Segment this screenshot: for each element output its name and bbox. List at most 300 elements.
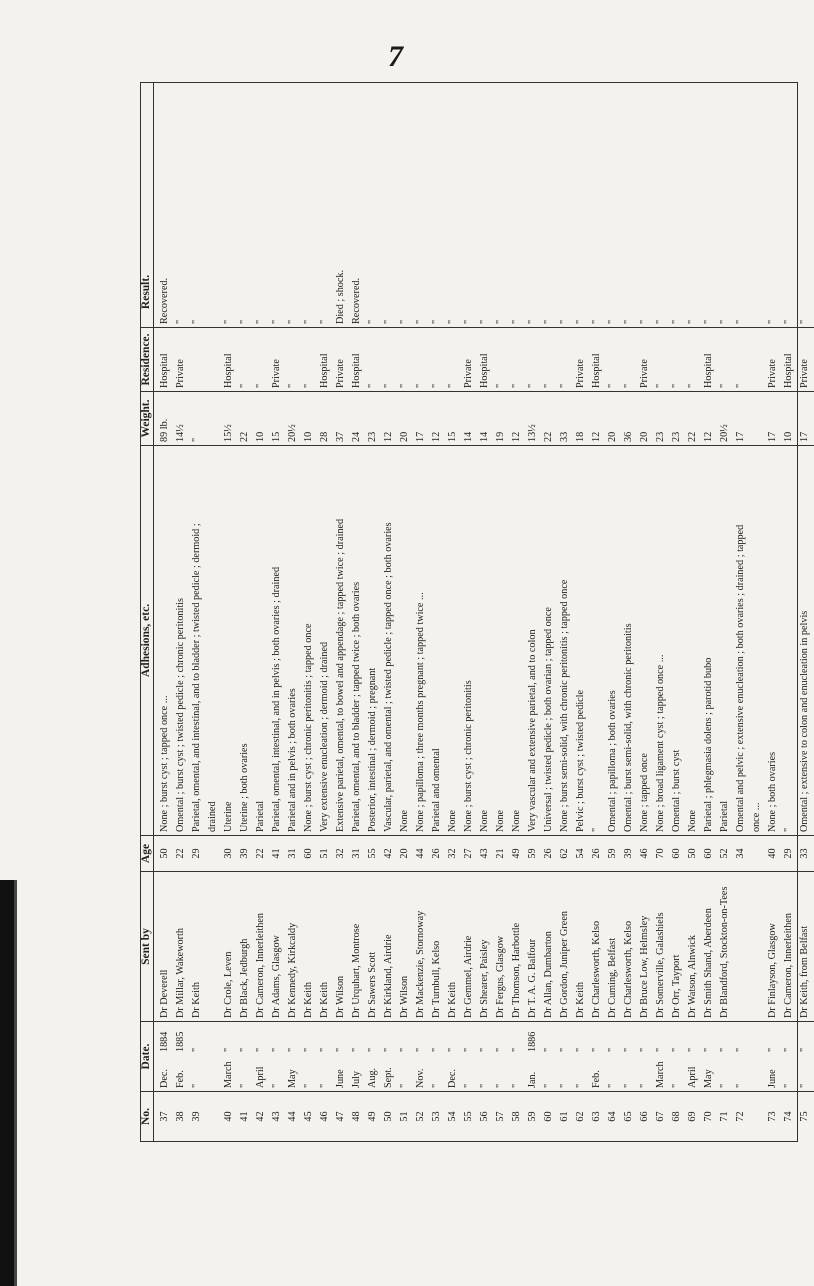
date-month: " xyxy=(719,1083,731,1088)
cell-residence: " xyxy=(735,383,747,388)
cell-date xyxy=(318,1022,334,1091)
cell-result: " xyxy=(671,319,683,324)
date-year: " xyxy=(271,1047,283,1052)
cell-weight: 23 xyxy=(671,431,683,442)
cell-no: 55 xyxy=(463,1111,475,1122)
cell-date xyxy=(606,1022,622,1091)
cell-weight: 23 xyxy=(367,431,379,442)
cell-date xyxy=(430,1022,446,1091)
cell-weight: 14½ xyxy=(175,424,187,442)
cell-no: 45 xyxy=(303,1111,315,1122)
cell-result: " xyxy=(655,319,667,324)
cell-date xyxy=(622,1022,638,1091)
cell-adhesions: Parietal and omental xyxy=(431,748,443,832)
date-month: Dec. xyxy=(159,1069,171,1088)
cell-residence: Private xyxy=(575,359,587,388)
cell-adhesions: once ... xyxy=(751,802,763,832)
cell-weight: 17 xyxy=(735,431,747,442)
cell-age: 46 xyxy=(639,848,651,859)
cell-result: " xyxy=(735,319,747,324)
cell-residence: " xyxy=(495,383,507,388)
cell-adhesions: Parietal, omental, and intestinal, and to bladder ; twisted pedicle ; dermoid ; xyxy=(191,523,203,832)
cell-date xyxy=(446,1022,462,1091)
cell-adhesions: " xyxy=(783,827,795,832)
cell-no: 67 xyxy=(655,1111,667,1122)
cell-date xyxy=(206,1022,222,1091)
cell-weight: " xyxy=(191,437,203,442)
date-year: " xyxy=(495,1047,507,1052)
cell-sent-by: Dr Keith xyxy=(447,982,459,1018)
date-year: " xyxy=(191,1047,203,1052)
cell-weight xyxy=(750,392,766,445)
cell-weight: 10 xyxy=(783,431,795,442)
cell-sent-by: Dr Watson, Alnwick xyxy=(687,934,699,1018)
cell-result: Died ; shock. xyxy=(335,269,347,324)
cell-sent-by: Dr Urquhart, Montrose xyxy=(351,923,363,1018)
cell-age: 49 xyxy=(511,848,523,859)
cell-age: 40 xyxy=(767,848,779,859)
cell-age: 39 xyxy=(239,848,251,859)
cell-date xyxy=(254,1022,270,1091)
cell-no: 68 xyxy=(671,1111,683,1122)
cell-result: " xyxy=(191,319,203,324)
cell-sent-by: Dr Keith xyxy=(319,982,331,1018)
cell-date xyxy=(590,1022,606,1091)
cell-date xyxy=(478,1022,494,1091)
cell-sent-by: Dr Keith, from Belfast xyxy=(799,925,811,1018)
cell-age: 60 xyxy=(703,848,715,859)
date-month: June xyxy=(335,1069,347,1088)
cell-age: 41 xyxy=(271,848,283,859)
cell-sent-by: Dr Mackenzie, Stornoway xyxy=(415,910,427,1018)
date-month: " xyxy=(639,1083,651,1088)
cell-sent-by: Dr Orr, Tayport xyxy=(671,954,683,1018)
cell-result: " xyxy=(559,319,571,324)
date-month: May xyxy=(287,1069,299,1088)
cell-weight: 20½ xyxy=(287,424,299,442)
cell-residence: " xyxy=(511,383,523,388)
date-month: March xyxy=(223,1061,235,1088)
cell-result: " xyxy=(623,319,635,324)
date-month: " xyxy=(511,1083,523,1088)
date-month: April xyxy=(687,1066,699,1088)
cell-sent-by: Dr Keith xyxy=(191,982,203,1018)
cell-sent-by: Dr Somerville, Galashiels xyxy=(655,912,667,1018)
cell-result: " xyxy=(591,319,603,324)
cell-no: 59 xyxy=(527,1111,539,1122)
cell-residence: Private xyxy=(175,359,187,388)
page-number: 7 xyxy=(388,40,403,73)
cell-adhesions: Vascular, parietal, and omental ; twisted pedicle ; tapped once ; both ovaries xyxy=(383,522,395,832)
header-weight: Weight. xyxy=(141,391,153,445)
cell-result: " xyxy=(319,319,331,324)
cell-date xyxy=(782,1022,798,1091)
cell-sent-by xyxy=(750,872,766,1021)
cell-sent-by: Dr Kennedy, Kirkcaldy xyxy=(287,922,299,1018)
cell-adhesions: None xyxy=(495,809,507,832)
cell-weight: 23 xyxy=(655,431,667,442)
cell-sent-by: Dr Gordon, Juniper Green xyxy=(559,911,571,1018)
cell-no: 75 xyxy=(799,1111,811,1122)
cell-age xyxy=(750,836,766,871)
cell-age: 70 xyxy=(655,848,667,859)
cell-adhesions: Omental ; extensive to colon and enucleation in pelvis xyxy=(799,610,811,832)
cell-no: 42 xyxy=(255,1111,267,1122)
cell-result: " xyxy=(463,319,475,324)
date-month: " xyxy=(607,1083,619,1088)
cell-weight: 17 xyxy=(799,431,811,442)
date-month: " xyxy=(431,1083,443,1088)
cell-residence: Private xyxy=(767,359,779,388)
cell-residence: Private xyxy=(463,359,475,388)
cell-result xyxy=(206,257,222,327)
cell-age: 30 xyxy=(223,848,235,859)
cell-age: 50 xyxy=(159,848,171,859)
date-month: " xyxy=(671,1083,683,1088)
cell-residence: " xyxy=(287,383,299,388)
date-month: " xyxy=(319,1083,331,1088)
cell-residence: " xyxy=(543,383,555,388)
column-no xyxy=(154,1091,814,1141)
cell-date xyxy=(750,1022,766,1091)
cell-result: Recovered. xyxy=(351,277,363,324)
cell-weight: 12 xyxy=(703,431,715,442)
cell-adhesions: Extensive parietal, omental, to bowel and appendage ; tapped twice ; drained xyxy=(335,518,347,832)
cell-age: 60 xyxy=(303,848,315,859)
cell-weight: 10 xyxy=(303,431,315,442)
cell-age: 26 xyxy=(591,848,603,859)
cell-adhesions: None ; broad ligament cyst ; tapped once ... xyxy=(655,654,667,832)
cell-result: " xyxy=(271,319,283,324)
cell-sent-by: Dr Keith xyxy=(575,982,587,1018)
cell-result: " xyxy=(255,319,267,324)
cell-no: 51 xyxy=(399,1111,411,1122)
date-month: May xyxy=(703,1069,715,1088)
cell-adhesions: None xyxy=(399,809,411,832)
cell-age: 32 xyxy=(335,848,347,859)
date-year: " xyxy=(479,1047,491,1052)
date-year: " xyxy=(623,1047,635,1052)
date-year: 1886 xyxy=(527,1031,539,1052)
cell-no: 63 xyxy=(591,1111,603,1122)
cell-no: 70 xyxy=(703,1111,715,1122)
date-month: Dec. xyxy=(447,1069,459,1088)
cell-result: " xyxy=(175,319,187,324)
cell-sent-by: Dr Kirkland, Airdrie xyxy=(383,934,395,1018)
cell-weight: 33 xyxy=(559,431,571,442)
cell-sent-by: Dr T. A. G. Balfour xyxy=(527,938,539,1018)
date-month: " xyxy=(495,1083,507,1088)
cell-date xyxy=(798,1022,814,1091)
cell-weight: 20 xyxy=(399,431,411,442)
date-month: " xyxy=(735,1083,747,1088)
date-year: " xyxy=(415,1047,427,1052)
cell-age: 39 xyxy=(623,848,635,859)
cell-residence: Hospital xyxy=(319,353,331,388)
cell-date xyxy=(286,1022,302,1091)
cell-adhesions: Parietal xyxy=(719,800,731,832)
cell-residence: " xyxy=(607,383,619,388)
cell-no: 48 xyxy=(351,1111,363,1122)
cell-age: 52 xyxy=(719,848,731,859)
date-month: " xyxy=(271,1083,283,1088)
date-month: " xyxy=(191,1083,203,1088)
cell-adhesions: Posterior, intestinal ; dermoid ; pregnant xyxy=(367,667,379,832)
cell-residence: Hospital xyxy=(223,353,235,388)
cell-residence: " xyxy=(367,383,379,388)
cell-sent-by: Dr Cuming, Belfast xyxy=(607,937,619,1018)
cell-no: 41 xyxy=(239,1111,251,1122)
cell-result: " xyxy=(767,319,779,324)
cell-no: 50 xyxy=(383,1111,395,1122)
cell-result: " xyxy=(223,319,235,324)
cell-weight: 13½ xyxy=(527,424,539,442)
date-month: " xyxy=(783,1083,795,1088)
cell-weight: 15 xyxy=(447,431,459,442)
date-year: " xyxy=(399,1047,411,1052)
cell-weight: 22 xyxy=(239,431,251,442)
cell-no: 60 xyxy=(543,1111,555,1122)
cell-weight xyxy=(206,392,222,445)
cell-no: 61 xyxy=(559,1111,571,1122)
cell-weight: 17 xyxy=(415,431,427,442)
date-year: " xyxy=(559,1047,571,1052)
cell-age: 54 xyxy=(575,848,587,859)
cell-no: 37 xyxy=(159,1111,171,1122)
cell-residence: " xyxy=(399,383,411,388)
cell-sent-by xyxy=(206,872,222,1021)
cell-weight: 12 xyxy=(431,431,443,442)
header-age: Age xyxy=(141,835,153,871)
cell-adhesions: None ; tapped once xyxy=(639,753,651,832)
date-year: " xyxy=(303,1047,315,1052)
cell-date xyxy=(334,1022,350,1091)
cell-result: " xyxy=(399,319,411,324)
cell-date xyxy=(366,1022,382,1091)
cell-sent-by: Dr Smith Shand, Aberdeen xyxy=(703,908,715,1018)
cell-weight: 20½ xyxy=(719,424,731,442)
cell-date xyxy=(558,1022,574,1091)
cell-date xyxy=(382,1022,398,1091)
cell-sent-by: Dr Turnbull, Kelso xyxy=(431,940,443,1018)
cell-residence: " xyxy=(719,383,731,388)
date-year: " xyxy=(767,1047,779,1052)
cell-residence: " xyxy=(447,383,459,388)
cell-sent-by: Dr Finlayson, Glasgow xyxy=(767,923,779,1018)
date-month: Aug. xyxy=(367,1067,379,1088)
cell-result: " xyxy=(719,319,731,324)
cell-sent-by: Dr Bruce Low, Helmsley xyxy=(639,915,651,1018)
cell-adhesions: None xyxy=(511,809,523,832)
cell-residence: " xyxy=(415,383,427,388)
cell-residence: " xyxy=(303,383,315,388)
cell-sent-by: Dr Blandford, Stockton-on-Tees xyxy=(719,886,731,1018)
cell-residence: " xyxy=(655,383,667,388)
cell-sent-by xyxy=(734,872,750,1021)
header-residence: Residence. xyxy=(141,327,153,391)
cell-result: " xyxy=(527,319,539,324)
date-year: " xyxy=(447,1047,459,1052)
date-year: " xyxy=(607,1047,619,1052)
cell-age xyxy=(206,836,222,871)
cell-adhesions: " xyxy=(591,827,603,832)
cell-age: 59 xyxy=(527,848,539,859)
date-year: " xyxy=(783,1047,795,1052)
cell-adhesions: Pelvic ; burst cyst ; twisted pedicle xyxy=(575,689,587,832)
date-year: " xyxy=(223,1047,235,1052)
date-year: " xyxy=(719,1047,731,1052)
cell-sent-by: Dr Thomson, Harbottle xyxy=(511,922,523,1018)
cell-age: 62 xyxy=(559,848,571,859)
cell-result: " xyxy=(367,319,379,324)
cell-age: 43 xyxy=(479,848,491,859)
cell-age: 31 xyxy=(351,848,363,859)
cell-result: " xyxy=(511,319,523,324)
date-year: " xyxy=(655,1047,667,1052)
cell-result: " xyxy=(575,319,587,324)
cell-sent-by: Dr Wilson xyxy=(399,975,411,1018)
cell-no: 71 xyxy=(719,1111,731,1122)
cell-no: 64 xyxy=(607,1111,619,1122)
date-year: 1884 xyxy=(159,1031,171,1052)
cell-no: 38 xyxy=(175,1111,187,1122)
cell-adhesions: None xyxy=(447,809,459,832)
cell-sent-by: Dr Sawers Scott xyxy=(367,951,379,1018)
cell-date xyxy=(510,1022,526,1091)
cell-date xyxy=(414,1022,430,1091)
cell-age: 60 xyxy=(671,848,683,859)
date-month: " xyxy=(543,1083,555,1088)
cell-age: 44 xyxy=(415,848,427,859)
date-year: " xyxy=(639,1047,651,1052)
cell-result: " xyxy=(639,319,651,324)
cell-adhesions: Universal ; twisted pedicle ; both ovarian ; tapped once xyxy=(543,607,555,832)
cell-sent-by: Dr Wilson xyxy=(335,975,347,1018)
cell-no: 49 xyxy=(367,1111,379,1122)
date-month: " xyxy=(623,1083,635,1088)
cell-age: 22 xyxy=(175,848,187,859)
cell-no: 54 xyxy=(447,1111,459,1122)
cell-result: " xyxy=(783,319,795,324)
date-year: " xyxy=(255,1047,267,1052)
cell-date xyxy=(222,1022,238,1091)
book-binding-edge xyxy=(14,880,17,1286)
cell-weight: 18 xyxy=(575,431,587,442)
cell-residence: Hospital xyxy=(351,353,363,388)
cell-residence: Hospital xyxy=(479,353,491,388)
cell-date xyxy=(350,1022,366,1091)
cell-residence: " xyxy=(431,383,443,388)
cell-sent-by: Dr Deverell xyxy=(159,969,171,1018)
cell-sent-by: Dr Cameron, Innerleithen xyxy=(255,913,267,1018)
date-year: " xyxy=(735,1047,747,1052)
cell-age: 55 xyxy=(367,848,379,859)
cell-weight: 28 xyxy=(319,431,331,442)
cell-result: " xyxy=(239,319,251,324)
cell-no: 74 xyxy=(783,1111,795,1122)
date-year: 1885 xyxy=(175,1031,187,1052)
cell-sent-by: Dr Crole, Leven xyxy=(223,951,235,1018)
cell-result: " xyxy=(543,319,555,324)
date-month: " xyxy=(479,1083,491,1088)
cell-residence: " xyxy=(383,383,395,388)
cell-date xyxy=(734,1022,750,1091)
cell-result: " xyxy=(607,319,619,324)
cell-no: 53 xyxy=(431,1111,443,1122)
cell-weight: 15 xyxy=(271,431,283,442)
cell-result xyxy=(750,257,766,327)
cell-sent-by: Dr Charlesworth, Kelso xyxy=(591,920,603,1018)
cell-result: " xyxy=(303,319,315,324)
cell-adhesions: Parietal, omental, intestinal, and in pelvis ; both ovaries ; drained xyxy=(271,566,283,832)
case-table xyxy=(140,82,811,1142)
cell-weight: 10 xyxy=(255,431,267,442)
date-month: " xyxy=(399,1083,411,1088)
date-month: " xyxy=(799,1083,811,1088)
cell-result: " xyxy=(479,319,491,324)
cell-date xyxy=(526,1022,542,1091)
header-date: Date. xyxy=(141,1021,153,1091)
date-year: " xyxy=(239,1047,251,1052)
date-month: April xyxy=(255,1066,267,1088)
cell-weight: 14 xyxy=(463,431,475,442)
date-month: " xyxy=(239,1083,251,1088)
cell-result: " xyxy=(383,319,395,324)
cell-residence: Hospital xyxy=(703,353,715,388)
cell-date xyxy=(398,1022,414,1091)
column-weight xyxy=(154,391,814,445)
cell-adhesions: Parietal, omental, and to bladder ; tapped twice ; both ovaries xyxy=(351,581,363,832)
cell-residence: " xyxy=(239,383,251,388)
table-body xyxy=(154,83,814,1141)
cell-weight: 89 lb. xyxy=(159,418,171,442)
date-month: " xyxy=(575,1083,587,1088)
date-month: " xyxy=(559,1083,571,1088)
cell-no: 65 xyxy=(623,1111,635,1122)
cell-result: " xyxy=(495,319,507,324)
cell-age: 29 xyxy=(191,848,203,859)
cell-no: 39 xyxy=(191,1111,203,1122)
cell-age: 26 xyxy=(543,848,555,859)
cell-age: 22 xyxy=(255,848,267,859)
cell-result: " xyxy=(799,319,811,324)
cell-result: " xyxy=(431,319,443,324)
cell-date xyxy=(542,1022,558,1091)
column-sent-by xyxy=(154,871,814,1021)
date-month: March xyxy=(655,1061,667,1088)
date-year: " xyxy=(351,1047,363,1052)
cell-residence: Hospital xyxy=(783,353,795,388)
cell-sent-by: Dr Black, Jedburgh xyxy=(239,938,251,1018)
cell-age: 42 xyxy=(383,848,395,859)
date-month: " xyxy=(463,1083,475,1088)
book-binding-shadow xyxy=(0,880,14,1286)
cell-residence: Private xyxy=(271,359,283,388)
cell-age: 33 xyxy=(799,848,811,859)
cell-date xyxy=(190,1022,206,1091)
cell-no: 58 xyxy=(511,1111,523,1122)
cell-sent-by: Dr Adams, Glasgow xyxy=(271,935,283,1018)
cell-residence: Private xyxy=(639,359,651,388)
cell-date xyxy=(766,1022,782,1091)
cell-no: 40 xyxy=(223,1111,235,1122)
cell-result: " xyxy=(415,319,427,324)
cell-result: " xyxy=(287,319,299,324)
date-year: " xyxy=(367,1047,379,1052)
cell-adhesions: Parietal xyxy=(255,800,267,832)
cell-adhesions: Parietal ; phlegmasia dolens ; parotid bubo xyxy=(703,657,715,832)
cell-date xyxy=(238,1022,254,1091)
